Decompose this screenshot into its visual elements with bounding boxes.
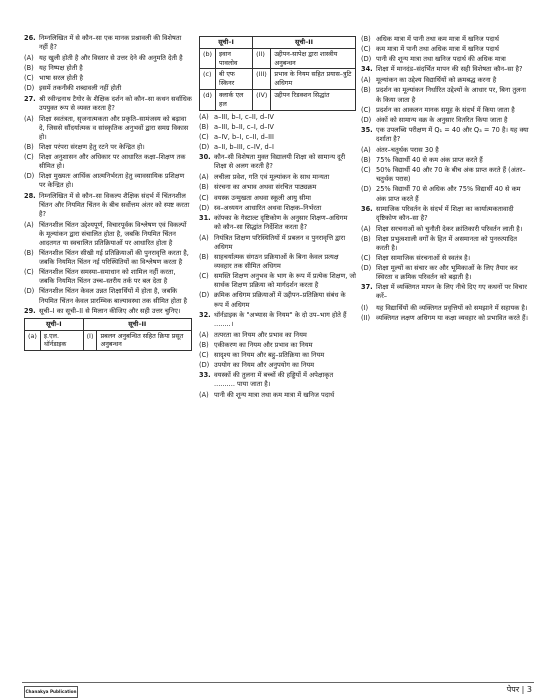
option-item xyxy=(199,341,356,350)
option-text: अधिक मात्रा में पानी तथा कम मात्रा में खनिज पदार्थ xyxy=(376,35,499,43)
option-item xyxy=(199,204,356,213)
option-item xyxy=(24,54,192,63)
page-number: पेपर | 3 xyxy=(506,685,532,694)
option-label: (A) xyxy=(361,76,371,85)
table-row xyxy=(25,330,192,351)
option-label: (B) xyxy=(361,35,371,43)
options-30 xyxy=(199,173,356,212)
question-text: एक उपलब्धि परीक्षण में Q₁ = 40 और Q₃ = 70 है। यह क्या दर्शाता है? xyxy=(376,125,529,143)
option-text: शिक्षा सरचनाओं को चुनौती देकर क्रांतिकारी परिवर्तन लाती है। xyxy=(376,224,523,233)
option-text: क्रमिक अधिगम प्रक्रियाओं में उद्दीपन–प्रतिक्रिया संबंध के रूप में अधिगम xyxy=(214,291,346,309)
row-item: बी एफ स्किनर xyxy=(216,69,253,90)
question-number: 32. xyxy=(199,310,211,319)
question-28 xyxy=(24,192,192,219)
option-item xyxy=(24,84,192,93)
option-label: (D) xyxy=(361,115,372,124)
option-text: संरचना का अभाव अथवा संरचित पाठ्यक्रम xyxy=(214,183,317,192)
option-item xyxy=(361,225,531,234)
options-26 xyxy=(24,54,192,93)
options-34 xyxy=(361,76,531,124)
row-label: (b) xyxy=(200,48,216,69)
options-36 xyxy=(361,225,531,283)
column-3 xyxy=(361,34,531,324)
option-text: उपयोग का नियम और अनुपयोग का नियम xyxy=(214,361,315,370)
option-item xyxy=(361,35,531,44)
question-26 xyxy=(24,34,192,52)
option-label: (C) xyxy=(24,153,34,162)
row-item: प्रबलन अनुबन्धित सहित क्रिया प्रसूत अनुबन्धन xyxy=(97,330,192,351)
option-text: वयस्क उन्मुखता अथवा स्कूली आयु सीमा xyxy=(214,193,311,202)
question-33 xyxy=(199,371,356,389)
options-35 xyxy=(361,146,531,204)
option-item xyxy=(199,331,356,340)
option-label: (A) xyxy=(199,391,209,400)
options-33b xyxy=(361,35,531,64)
option-item xyxy=(199,123,356,132)
option-text: यह निष्पक्ष होती है xyxy=(39,64,83,73)
option-item xyxy=(361,156,531,165)
option-label: (A) xyxy=(24,220,34,229)
table-row xyxy=(200,90,356,111)
option-label: (C) xyxy=(24,268,34,277)
option-text: 25% विद्यार्थी 70 से अधिक और 75% विद्यार्थी 40 से कम अंक प्राप्त करते हैं xyxy=(376,185,521,203)
option-text: साहचर्यात्मक संगठन प्रक्रियाओं के बिना केवल प्रत्यक्ष व्यवहार तक सीमित अधिगम xyxy=(214,253,339,271)
option-label: (D) xyxy=(199,143,210,152)
row-label: (IV) xyxy=(253,90,271,111)
question-text: निम्नलिखित में से कौन–सा एक मानक प्रश्नावली की विशेषता नहीं है? xyxy=(39,34,182,52)
option-label: (B) xyxy=(361,234,371,243)
question-number: 34. xyxy=(361,65,373,74)
question-32 xyxy=(199,311,356,329)
option-text: प्रदर्शन का मूल्यांकन निर्धारित उद्देश्यों के आधार पर, बिना तुलना के किया जाता है xyxy=(376,86,526,104)
statements-37 xyxy=(361,304,531,323)
option-label: (C) xyxy=(361,105,371,114)
row-label: (I) xyxy=(83,330,97,351)
question-number: 27. xyxy=(24,94,36,103)
option-label: (C) xyxy=(199,351,209,360)
option-item xyxy=(361,55,531,64)
option-text: अंतर–चतुर्थक परास 30 है xyxy=(376,146,439,155)
table-header-list1: सूची–I xyxy=(200,37,253,49)
option-item xyxy=(361,106,531,115)
options-29 xyxy=(199,113,356,152)
option-item xyxy=(199,173,356,182)
option-text: चिंतनशील चिंतन समस्या–समाधान को शामिल नहीं करता, जबकि नियमित चिंतन उच्च–स्तरीय तर्क पर बल देता है xyxy=(39,268,176,286)
option-item xyxy=(199,351,356,360)
question-number: 36. xyxy=(361,204,373,213)
question-text: कौन–सी विशेषता मुक्त विद्यालयी शिक्षा को सामान्य दूरी शिक्षा से अलग करती है? xyxy=(214,153,346,171)
publisher-logo: Chanakya Publication xyxy=(24,686,78,698)
question-number: 30. xyxy=(199,153,211,162)
row-label: (c) xyxy=(200,69,216,90)
footer-divider xyxy=(22,682,534,683)
question-34 xyxy=(361,65,531,74)
option-item xyxy=(361,185,531,203)
options-31 xyxy=(199,234,356,310)
option-item xyxy=(361,264,531,282)
row-item: प्रभाव के नियम सहित प्रयास–त्रुटि अधिगम xyxy=(271,69,356,90)
options-33a xyxy=(199,391,356,400)
question-text: शिक्षा में मानदंड–संदर्भित मापन की सही विशेषता कौन–सा है? xyxy=(376,65,523,74)
option-label: (II) xyxy=(361,313,371,322)
option-text: 50% विद्यार्थी 40 और 70 के बीच अंक प्राप्त करते हैं (अंतर–चतुर्थक परास) xyxy=(376,166,526,184)
option-text: शिक्षा स्वतंत्रता, सृजनात्मकता और प्रकृति–सामंजस्य को बढ़ावा दे, जिससे सौंदर्यात्मक व सांस्कृतिक अनुभवों द्वारा समग्र विकास हो। xyxy=(39,114,189,141)
row-item: क्लार्क एल हल xyxy=(216,90,253,111)
option-text: इसमें तकनीकी शब्दावली नहीं होती xyxy=(39,84,122,93)
table-row xyxy=(200,69,356,90)
option-text: शिक्षा प्रभुत्वशाली वर्गों के हित में असमानता को पुनरुत्पादित करती है। xyxy=(376,234,518,252)
question-number: 33. xyxy=(199,371,211,380)
option-label: (C) xyxy=(199,193,209,202)
row-label: (II) xyxy=(253,48,271,69)
question-31 xyxy=(199,214,356,232)
question-text: सामाजिक परिवर्तन के संदर्भ में शिक्षा का कार्यात्मकतावादी दृष्टिकोण कौन–सा है? xyxy=(376,204,514,222)
option-item xyxy=(361,254,531,263)
option-label: (A) xyxy=(24,114,34,123)
option-label: (D) xyxy=(199,361,210,370)
option-label: (D) xyxy=(199,203,210,212)
question-text: कॉफ्का के गेस्टाल्ट दृष्टिकोण के अनुसार शिक्षण–अधिगम को कौन–सा सिद्धांत निर्देशित करता है? xyxy=(214,213,348,231)
option-item xyxy=(24,249,192,267)
option-item xyxy=(199,272,356,290)
option-item xyxy=(361,314,531,323)
question-text: श्री रवीन्द्रनाथ टैगोर के शैक्षिक दर्शन को कौन–सा कथन सर्वाधिक उपयुक्त रूप से व्यक्त करता है? xyxy=(39,94,192,112)
option-label: (D) xyxy=(24,287,35,296)
option-item xyxy=(361,45,531,54)
option-label: (C) xyxy=(361,254,371,263)
option-item xyxy=(199,253,356,271)
option-item xyxy=(24,143,192,152)
option-text: अंकों को सामान्य वक्र के अनुसार वितरित किया जाता है xyxy=(376,115,508,124)
option-text: स्व–अध्ययन आधारित अथवा शिक्षक–निर्भरता xyxy=(214,203,322,212)
option-label: (D) xyxy=(24,84,35,93)
option-label: (D) xyxy=(199,291,210,300)
option-item xyxy=(361,166,531,184)
option-item xyxy=(361,76,531,85)
option-text: a–IV, b–I, c–II, d–III xyxy=(214,132,274,141)
option-text: नियंत्रित शिक्षण परिस्थितियों में प्रबलन व पुनरावृत्ति द्वारा अधिगम xyxy=(214,233,346,252)
option-text: शिक्षा मूल्यों का संचार कर और भूमिकाओं के लिए तैयार कर स्थिरता व क्रमिक परिवर्तन को बढ़ाती है। xyxy=(376,264,518,282)
option-label: (A) xyxy=(199,233,209,242)
option-label: (D) xyxy=(24,172,35,181)
question-text: वयस्कों की तुलना में बच्चों की हड्डियों में अपेक्षाकृत .......... पाया जाता है। xyxy=(214,371,334,389)
option-text: मूल्यांकन का उद्देश्य विद्यार्थियों को क्रमबद्ध करना है xyxy=(376,76,497,85)
option-item xyxy=(199,234,356,252)
option-label: (B) xyxy=(24,64,34,73)
option-item xyxy=(24,221,192,248)
match-table-continued xyxy=(199,36,356,111)
option-text: पानी की शून्य मात्रा तथा खनिज पदार्थ की अधिक मात्रा xyxy=(376,55,506,64)
option-label: (I) xyxy=(361,303,369,312)
option-text: लचीला प्रवेश, गति एवं मूल्यांकन के साथ मान्यता xyxy=(214,173,330,182)
row-label: (III) xyxy=(253,69,271,90)
option-label: (A) xyxy=(199,173,209,182)
question-37 xyxy=(361,283,531,301)
match-table xyxy=(24,318,192,351)
row-item: इवान पावलोव xyxy=(216,48,253,69)
table-header-list2: सूची–II xyxy=(83,318,191,330)
option-text: पानी की शून्य मात्रा तथा कम मात्रा में खनिज पदार्थ xyxy=(214,391,335,400)
question-30 xyxy=(199,153,356,171)
option-label: (B) xyxy=(199,183,209,192)
option-label: (B) xyxy=(24,249,34,258)
option-label: (A) xyxy=(199,330,209,339)
option-item xyxy=(199,291,356,309)
table-header-list2: सूची–II xyxy=(253,37,356,49)
question-number: 31. xyxy=(199,213,211,222)
option-label: (B) xyxy=(24,143,34,152)
option-item xyxy=(199,391,356,400)
option-text: a–II, b–III, c–IV, d–I xyxy=(214,143,274,152)
option-label: (A) xyxy=(199,112,209,121)
option-text: शिक्षा अनुशासन और अधिकार पर आधारित कक्षा–शिक्षण तक सीमित हो। xyxy=(39,153,186,171)
table-header-list1: सूची–I xyxy=(25,318,84,330)
option-item xyxy=(24,64,192,73)
option-text: प्रदर्शन का आकलन मानक समूह के संदर्भ में किया जाता है xyxy=(376,105,515,114)
option-label: (B) xyxy=(199,340,209,349)
table-row xyxy=(200,48,356,69)
option-text: शिक्षा सामाजिक संरचनाओं से स्वतंत्र है। xyxy=(376,254,471,263)
option-label: (A) xyxy=(24,54,34,63)
options-27 xyxy=(24,115,192,191)
option-text: यह विद्यार्थियों की व्यक्तिगत प्रवृत्तियों को समझाने में सहायक है। xyxy=(376,303,528,312)
option-text: यह खुली होती है और विस्तार से उत्तर देने की अनुमति देती है xyxy=(39,54,183,63)
option-text: समस्ति शिक्षण अनुभव के भाग के रूप में प्रत्येक शिक्षण, जो सार्थक शिक्षण प्रक्रिया को मार्गदर्शन करता है xyxy=(214,272,357,290)
column-2 xyxy=(199,34,356,402)
option-label: (C) xyxy=(361,45,371,54)
option-text: a–III, b–I, c–II, d–IV xyxy=(214,112,274,121)
question-number: 29. xyxy=(24,306,36,315)
option-item xyxy=(24,268,192,286)
option-label: (C) xyxy=(199,272,209,281)
question-number: 28. xyxy=(24,191,36,200)
option-text: शिक्षा परंपरा संरक्षण हेतु रटने पर केन्द्रित हो। xyxy=(39,143,145,152)
option-text: व्यक्तिगत लक्षण अधिगम या कक्षा व्यवहार को प्रभावित करते हैं। xyxy=(376,313,529,322)
question-text: शिक्षा में व्यक्तिगत मापन के लिए नीचे दिए गए कथनों पर विचार करें– xyxy=(376,283,527,301)
option-text: a–III, b–II, c–I, d–IV xyxy=(214,122,274,131)
option-label: (C) xyxy=(24,74,34,83)
option-label: (D) xyxy=(361,185,372,194)
row-item: उद्दीपन-सापेक्ष द्वारा शास्त्रीय अनुबन्धन xyxy=(271,48,356,69)
option-item xyxy=(24,74,192,83)
question-number: 37. xyxy=(361,283,373,292)
option-label: (D) xyxy=(361,264,372,273)
option-text: भाषा सरल होती है xyxy=(39,74,83,83)
option-item xyxy=(199,361,356,370)
option-item xyxy=(361,116,531,125)
option-item xyxy=(361,304,531,313)
option-label: (B) xyxy=(361,86,371,95)
options-28 xyxy=(24,221,192,306)
question-text: निम्नलिखित में से कौन–सा विकल्प शैक्षिक संदर्भ में चिंतनशील चिंतन और नियमित चिंतन के बीच सर्वोत्तम अंतर को स्पष्ट करता है? xyxy=(39,191,190,218)
option-text: सादृश्य का नियम और बहु–प्रतिक्रिया का नियम xyxy=(214,351,325,360)
option-item xyxy=(199,143,356,152)
question-number: 35. xyxy=(361,125,373,134)
option-text: शिक्षा मुख्यतः आर्थिक आत्मनिर्भरता हेतु व्यावसायिक प्रशिक्षण पर केन्द्रित हो। xyxy=(39,172,185,190)
row-label: (a) xyxy=(25,330,41,351)
option-text: चिंतनशील चिंतन केवल उन्नत शिक्षार्थियों में होता है, जबकि नियमित चिंतन केवल प्रारम्भिक बाल्यावस्था तक सीमित होता है xyxy=(39,287,188,305)
option-label: (C) xyxy=(199,132,209,141)
option-label: (A) xyxy=(361,224,371,233)
row-item: इ.एल. थॉर्नडाइक xyxy=(40,330,83,351)
row-label: (d) xyxy=(200,90,216,111)
option-label: (B) xyxy=(199,253,209,262)
option-text: चिंतनशील चिंतन सीखी गई प्रतिक्रियाओं की पुनरावृत्ति करता है, जबकि नियमित चिंतन नई परिस्थितियों का विश्लेषण करता है xyxy=(39,249,189,267)
option-label: (B) xyxy=(199,122,209,131)
option-item xyxy=(199,183,356,192)
question-35 xyxy=(361,126,531,144)
option-label: (C) xyxy=(361,166,371,175)
question-27 xyxy=(24,95,192,113)
question-36 xyxy=(361,205,531,223)
options-32 xyxy=(199,331,356,370)
option-label: (B) xyxy=(361,156,371,165)
option-text: एकीकरण का नियम और प्रभाव का नियम xyxy=(214,340,313,349)
option-item xyxy=(24,153,192,171)
row-item: उद्दीपन रिडक्शन सिद्धांत xyxy=(271,90,356,111)
option-item xyxy=(199,113,356,122)
option-item xyxy=(199,133,356,142)
question-text: थॉर्नडाइक के "अभ्यास के नियम" के दो उप–भाग होते हैं ........। xyxy=(214,310,347,328)
option-item xyxy=(361,235,531,253)
option-label: (A) xyxy=(361,146,371,155)
option-text: कम मात्रा में पानी तथा अधिक मात्रा में खनिज पदार्थ xyxy=(376,45,499,54)
option-item xyxy=(24,115,192,142)
column-1 xyxy=(24,34,192,353)
question-text: सूची–I का सूची–II से मिलान कीजिए और सही उत्तर चुनिए। xyxy=(39,306,181,315)
question-29 xyxy=(24,307,192,316)
option-text: चिंतनशील चिंतन उद्देश्यपूर्ण, विचारपूर्वक विश्लेषण एवं विकल्पों के मूल्यांकन द्वारा संचालित होता है, जबकि नियमित चिंतन आदतगत या स्वचालित प्रतिक्रियाओं पर आधारित होता है xyxy=(39,220,187,247)
question-number: 26. xyxy=(24,34,36,42)
option-item xyxy=(24,172,192,190)
option-item xyxy=(199,194,356,203)
option-item xyxy=(361,146,531,155)
option-item xyxy=(361,86,531,104)
option-text: तत्परता का नियम और प्रभाव का नियम xyxy=(214,330,307,339)
option-text: 75% विद्यार्थी 40 से कम अंक प्राप्त करते हैं xyxy=(376,156,483,165)
option-label: (D) xyxy=(361,55,372,64)
option-item xyxy=(24,287,192,305)
